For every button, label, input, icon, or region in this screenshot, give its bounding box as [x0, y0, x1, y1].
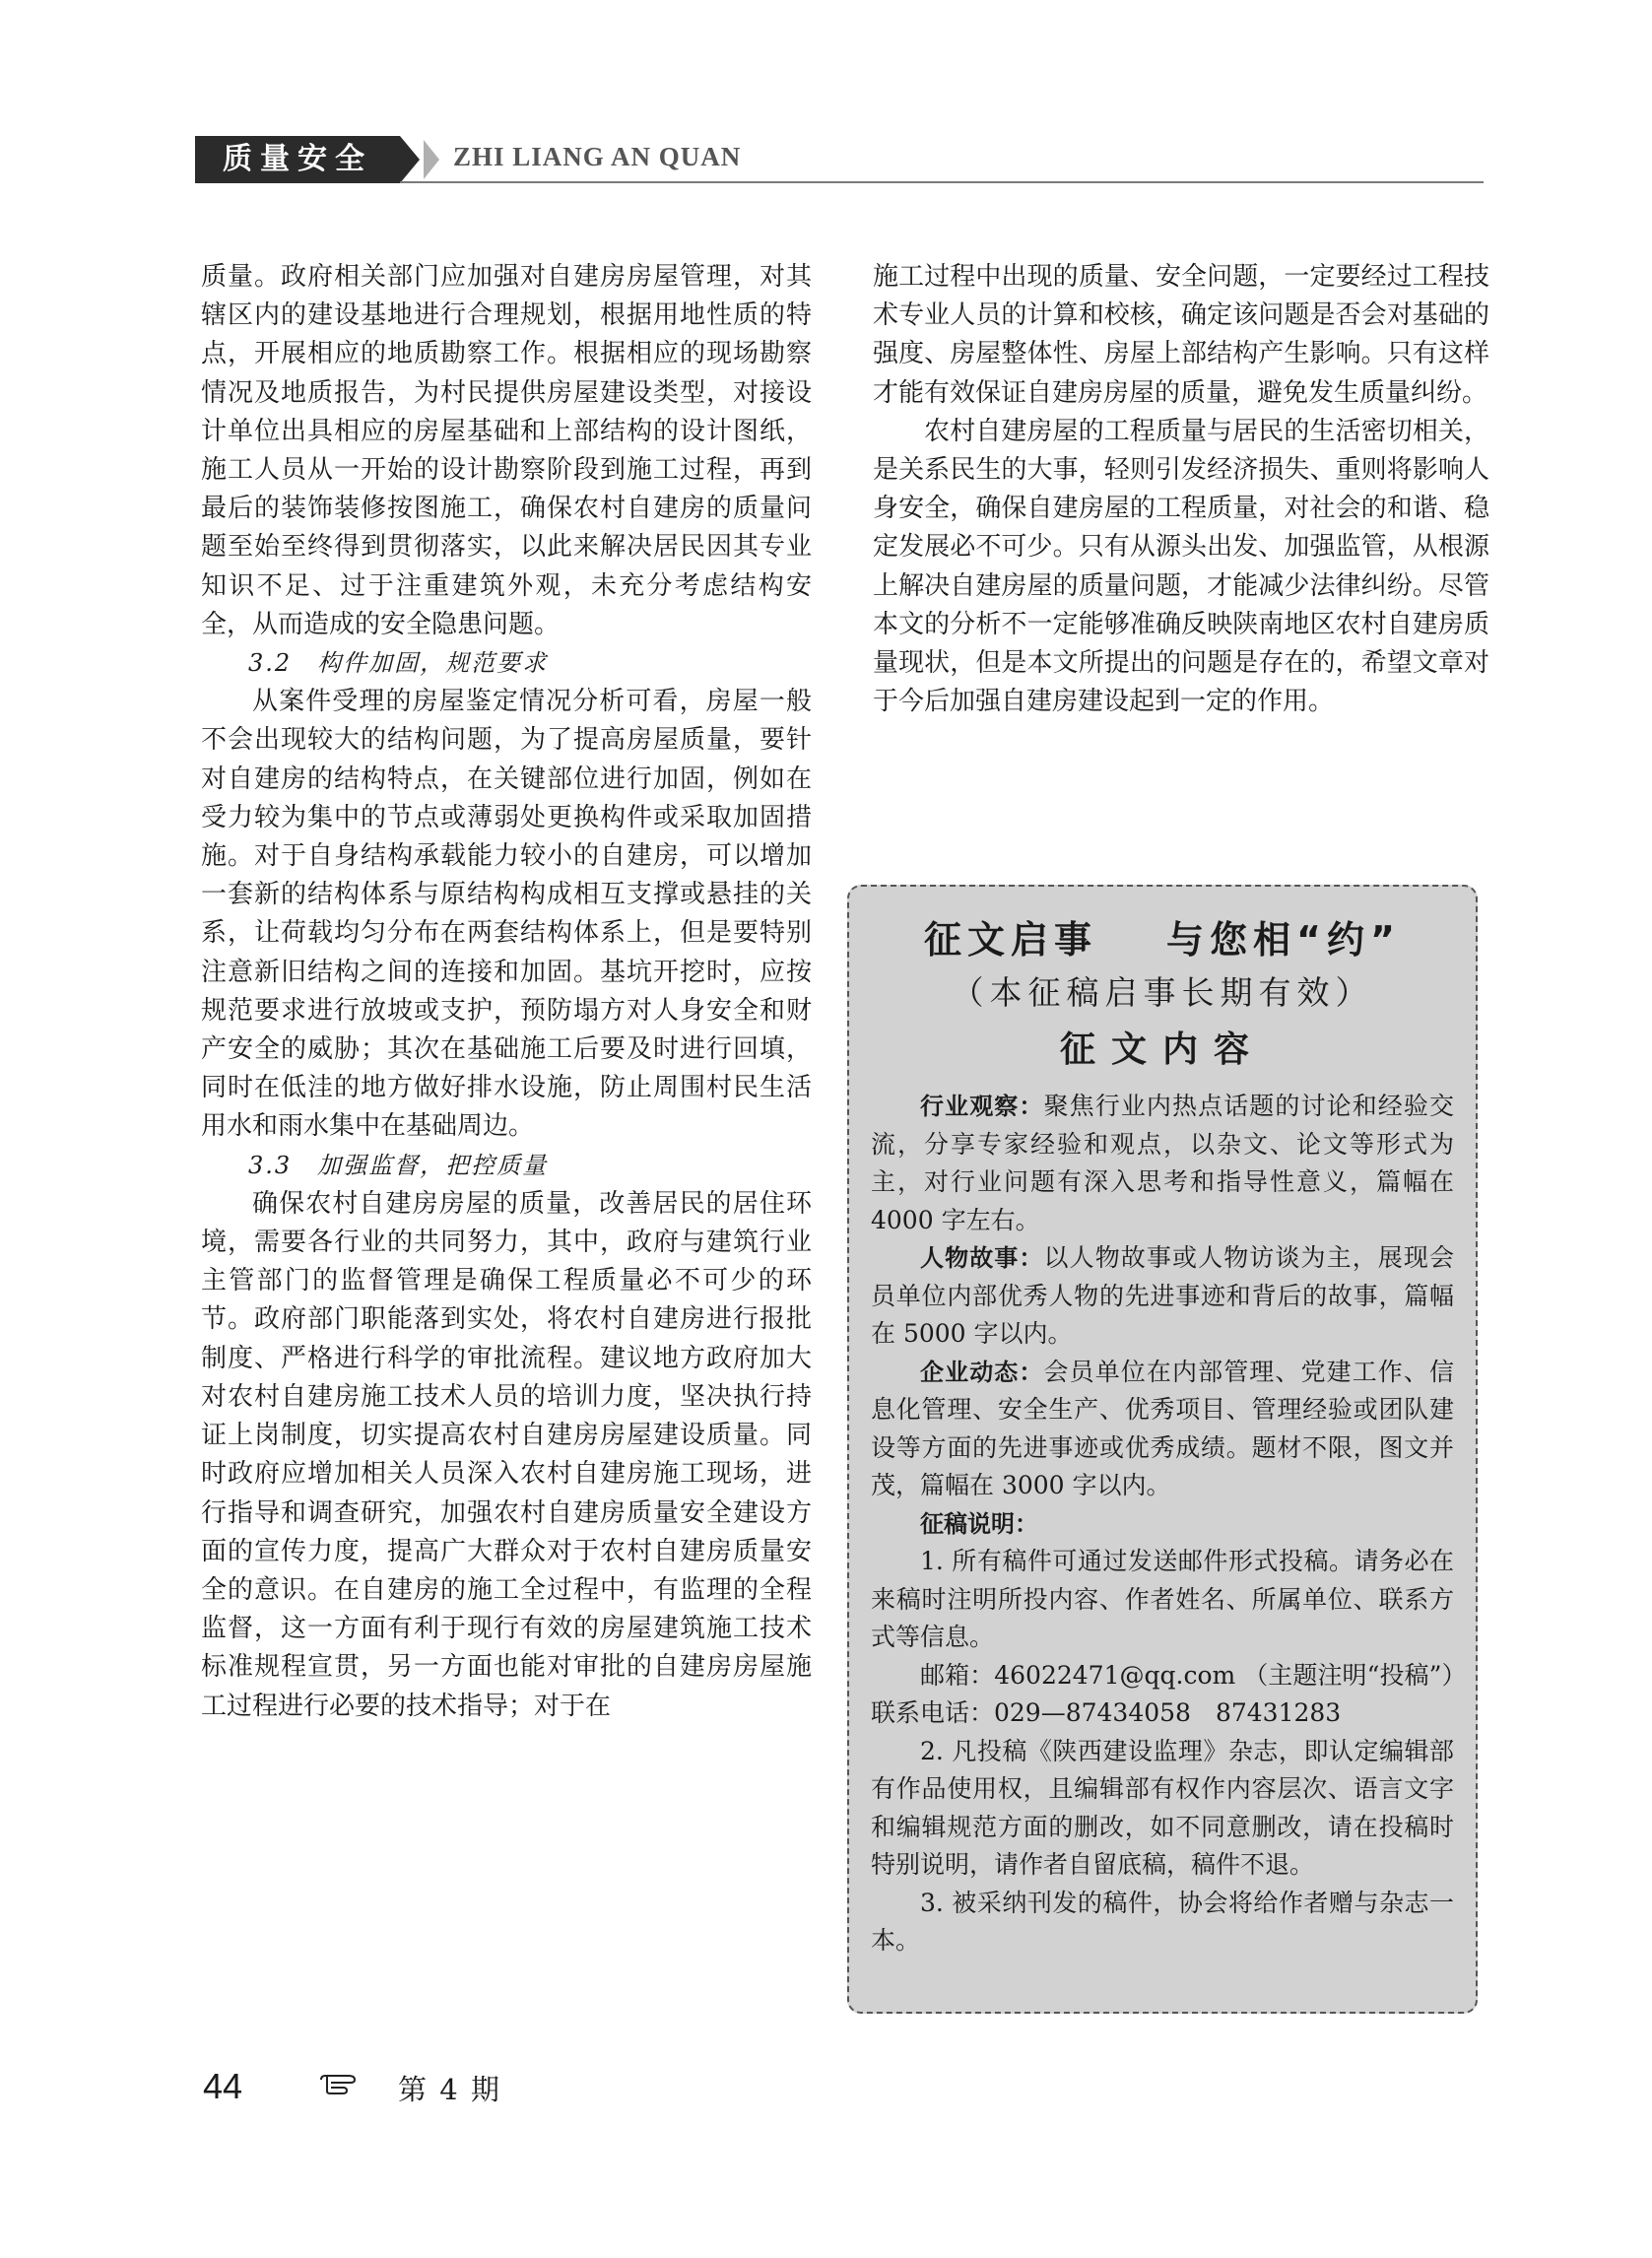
left-column	[201, 258, 812, 1726]
call-for-papers-box	[847, 885, 1478, 2014]
notice-body	[871, 1088, 1454, 1960]
notice-subtitle: （本征稿启事长期有效）	[951, 973, 1374, 1012]
section-tag-pinyin: ZHI LIANG AN QUAN	[453, 142, 742, 171]
paragraph: 确保农村自建房房屋的质量，改善居民的居住环境，需要各行业的共同努力，其中，政府与建筑行业主管部门的监督管理是确保工程质量必不可少的环节。政府部门职能落到实处，将农村自建房进行报批制度、严格进行科学的审批流程。建议地方政府加大对农村自建房施工技术人员的培训力度，坚决执行持证上岗制度，切实提高农村自建房房屋建设质量。同时政府应增加相关人员深入农村自建房施工现场，进行指导和调查研究，加强农村自建房质量安全建设方面的宣传力度，提高广大群众对于农村自建房质量安全的意识。在自建房的施工全过程中，有监理的全程监督，这一方面有利于现行有效的房屋建筑施工技术标准规程宣贯，另一方面也能对审批的自建房房屋施工过程进行必要的技术指导；对于在	[201, 1188, 812, 1721]
notice-notes-label: 征稿说明：	[920, 1509, 1038, 1538]
header-rule	[400, 181, 1484, 183]
notice-note-2: 2. 凡投稿《陕西建设监理》杂志，即认定编辑部有作品使用权，且编辑部有权作内容层次、语言文字和编辑规范方面的删改，如不同意删改，请在投稿时特别说明，请作者自留底稿，稿件不退。	[871, 1736, 1454, 1879]
paragraph: 施工过程中出现的质量、安全问题，一定要经过工程技术专业人员的计算和校核，确定该问题是否会对基础的强度、房屋整体性、房屋上部结构产生影响。只有这样才能有效保证自建房房屋的质量，避免发生质量纠纷。	[873, 262, 1489, 408]
right-column	[873, 258, 1489, 721]
notice-section-heading: 征文内容	[1059, 1029, 1265, 1070]
pointing-hand-icon	[319, 2072, 361, 2095]
notice-title-main: 征文启事	[924, 918, 1098, 962]
section-header	[195, 136, 1486, 187]
header-arrow-shape	[400, 136, 420, 183]
subsection-heading-3-3: 3.3 加强监督，把控质量	[248, 1151, 549, 1179]
header-arrow-accent	[424, 140, 439, 179]
notice-item-enterprise: 企业动态：会员单位在内部管理、党建工作、信息化管理、安全生产、优秀项目、管理经验或团队建设等方面的先进事迹或优秀成绩。题材不限，图文并茂，篇幅在 3000 字以内。	[871, 1357, 1454, 1499]
issue-number: 第 4 期	[398, 2073, 501, 2106]
paragraph: 质量。政府相关部门应加强对自建房房屋管理，对其辖区内的建设基地进行合理规划，根据用地性质的特点，开展相应的地质勘察工作。根据相应的现场勘察情况及地质报告，为村民提供房屋建设类型，对接设计单位出具相应的房屋基础和上部结构的设计图纸，施工人员从一开始的设计勘察阶段到施工过程，再到最后的装饰装修按图施工，确保农村自建房的质量问题至始至终得到贯彻落实，以此来解决居民因其专业知识不足、过于注重建筑外观，未充分考虑结构安全，从而造成的安全隐患问题。	[201, 262, 812, 639]
notice-note-1: 1. 所有稿件可通过发送邮件形式投稿。请务必在来稿时注明所投内容、作者姓名、所属单位、联系方式等信息。	[871, 1547, 1454, 1651]
notice-item-people: 人物故事：以人物故事或人物访谈为主，展现会员单位内部优秀人物的先进事迹和背后的故事，篇幅在 5000 字以内。	[871, 1243, 1454, 1348]
notice-title-slogan: 与您相“约”	[1166, 918, 1401, 962]
subsection-heading-3-2: 3.2 构件加固，规范要求	[248, 649, 549, 678]
paragraph: 从案件受理的房屋鉴定情况分析可看，房屋一般不会出现较大的结构问题，为了提高房屋质量，要针对自建房的结构特点，在关键部位进行加固，例如在受力较为集中的节点或薄弱处更换构件或采取加固措施。对于自身结构承载能力较小的自建房，可以增加一套新的结构体系与原结构构成相互支撑或悬挂的关系，让荷载均匀分布在两套结构体系上，但是要特别注意新旧结构之间的连接和加固。基坑开挖时，应按规范要求进行放坡或支护，预防塌方对人身安全和财产安全的威胁；其次在基础施工后要及时进行回填，同时在低洼的地方做好排水设施，防止周围村民生活用水和雨水集中在基础周边。	[201, 687, 812, 1142]
paragraph: 农村自建房屋的工程质量与居民的生活密切相关，是关系民生的大事，轻则引发经济损失、重则将影响人身安全，确保自建房屋的工程质量，对社会的和谐、稳定发展必不可少。只有从源头出发、加强监管，从根源上解决自建房屋的质量问题，才能减少法律纠纷。尽管本文的分析不一定能够准确反映陕南地区农村自建房质量现状，但是本文所提出的问题是存在的，希望文章对于今后加强自建房建设起到一定的作用。	[873, 416, 1489, 717]
page-number: 44	[203, 2066, 243, 2106]
notice-note-3: 3. 被采纳刊发的稿件，协会将给作者赠与杂志一本。	[871, 1888, 1454, 1955]
notice-contact: 邮箱：46022471@qq.com （主题注明“投稿”）联系电话：029—87434058 87431283	[871, 1660, 1454, 1727]
notice-title	[871, 914, 1454, 965]
notice-item-industry: 行业观察：聚焦行业内热点话题的讨论和经验交流，分享专家经验和观点，以杂文、论文等形式为主，对行业问题有深入思考和指导性意义，篇幅在 4000 字左右。	[871, 1092, 1454, 1234]
section-tag: 质量安全	[195, 136, 400, 183]
